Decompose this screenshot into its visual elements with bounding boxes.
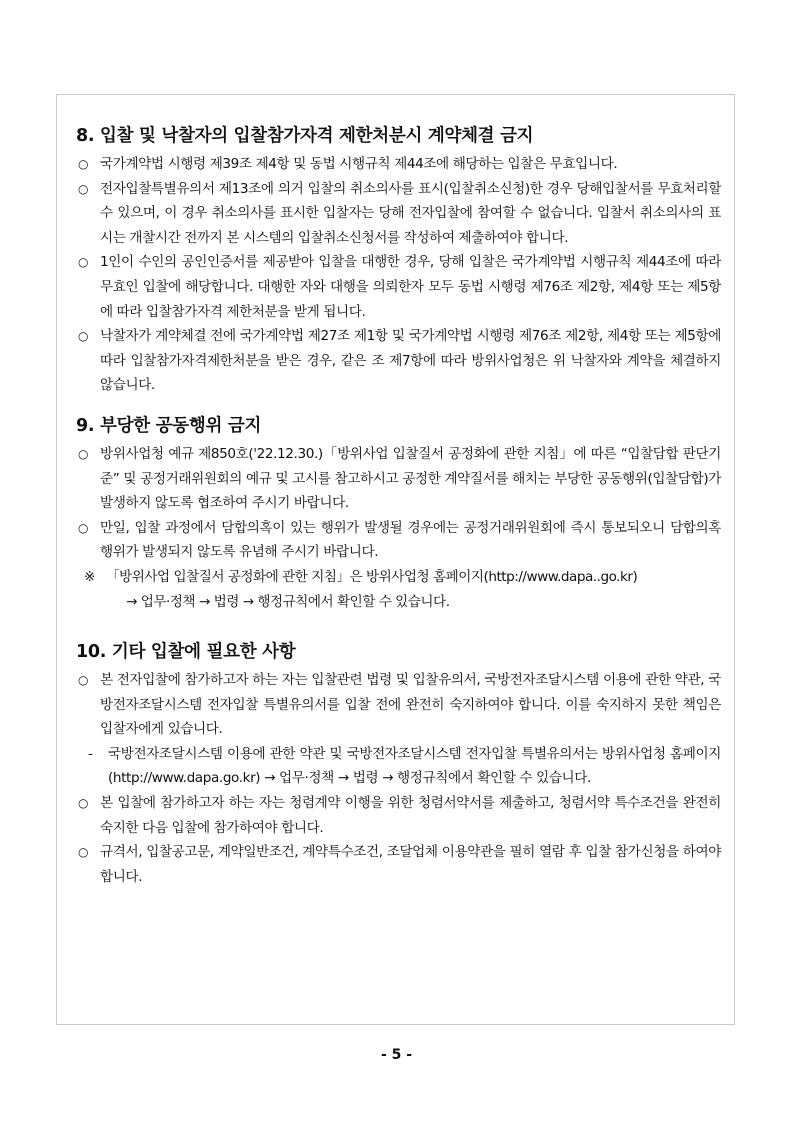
circle-bullet-icon: ○ bbox=[78, 329, 89, 344]
section-title-10: 10. 기타 입찰에 필요한 사항 bbox=[76, 642, 296, 663]
section-title-9: 9. 부당한 공동행위 금지 bbox=[76, 415, 262, 436]
list-item: ○ 본 입찰에 참가하고자 하는 자는 청렴계약 이행을 위한 청렴서약서를 제출하고, 청렴서약 특수조건을 완전히 숙지한 다음 입찰에 참가하여야 합니다. bbox=[76, 791, 721, 840]
circle-bullet-icon: ○ bbox=[78, 845, 89, 860]
circle-bullet-icon: ○ bbox=[78, 796, 89, 811]
section-title-8: 8. 입찰 및 낙찰자의 입찰참가자격 제한처분시 계약체결 금지 bbox=[76, 126, 534, 146]
circle-bullet-icon: ○ bbox=[78, 181, 89, 196]
list-item: ○ 낙찰자가 계약체결 전에 국가계약법 제27조 제1항 및 국가계약법 시행령 제76조 제2항, 제4항 또는 제5항에 따라 입찰참가자격제한처분을 받은 경우, 같은 조 제7항에 따라 방위사업청은 위 낙찰자와 계약을 체결하지 않습니다. bbox=[76, 324, 721, 398]
circle-bullet-icon: ○ bbox=[78, 255, 89, 270]
list-item: ○ 규격서, 입찰공고문, 계약일반조건, 계약특수조건, 조달업체 이용약관을 필히 열람 후 입찰 참가신청을 하여야 합니다. bbox=[76, 840, 721, 889]
circle-bullet-icon: ○ bbox=[78, 446, 89, 461]
document-body bbox=[76, 124, 721, 889]
circle-bullet-icon: ○ bbox=[78, 157, 89, 171]
list-item: ○ 방위사업청 예규 제850호('22.12.30.)「방위사업 입찰질서 공정화에 관한 지침」에 따른 “입찰담합 판단기준” 및 공정거래위원회의 예규 및 고시를 참고하시고 공정한 계약질서를 해치는 부당한 공동행위(입찰담합)가 발생하지 않도록 협조하여 주시기 바랍니다. bbox=[76, 442, 721, 516]
circle-bullet-icon: ○ bbox=[78, 673, 89, 688]
list-item: ○ 1인이 수인의 공인인증서를 제공받아 입찰을 대행한 경우, 당해 입찰은 국가계약법 시행규칙 제44조에 따라 무효인 입찰에 해당합니다. 대행한 자와 대행을 의뢰한자 모두 동법 시행령 제76조 제2항, 제4항 또는 제5항에 따라 입찰참가자격 제한처분을 받게 됩니다. bbox=[76, 250, 721, 324]
sub-list-item: - 국방전자조달시스템 이용에 관한 약관 및 국방전자조달시스템 전자입찰 특별유의서는 방위사업청 홈페이지(http://www.dapa.go.kr) → 업무·정책 → 법령 → 행정규칙에서 확인할 수 있습니다. bbox=[76, 742, 721, 791]
dash-bullet-icon: - bbox=[88, 745, 93, 762]
list-item: ○ 국가계약법 시행령 제39조 제4항 및 동법 시행규칙 제44조에 해당하는 입찰은 무효입니다. bbox=[76, 152, 721, 177]
page-number: - 5 - bbox=[380, 1047, 413, 1063]
list-item: ○ 본 전자입찰에 참가하고자 하는 자는 입찰관련 법령 및 입찰유의서, 국방전자조달시스템 이용에 관한 약관, 국방전자조달시스템 전자입찰 특별유의서를 입찰 전에 완전히 숙지하여야 합니다. 이를 숙지하지 못한 책임은 입찰자에게 있습니다. bbox=[76, 668, 721, 742]
list-item: ○ 만일, 입찰 과정에서 담합의혹이 있는 행위가 발생될 경우에는 공정거래위원회에 즉시 통보되오니 담합의혹 행위가 발생되지 않도록 유념해 주시기 바랍니다. bbox=[76, 516, 721, 565]
reference-mark-icon: ※ bbox=[84, 568, 95, 585]
circle-bullet-icon: ○ bbox=[78, 520, 89, 535]
reference-note: ※ 「방위사업 입찰질서 공정화에 관한 지침」은 방위사업청 홈페이지(http://www.dapa..go.kr) → 업무·정책 → 법령 → 행정규칙에서 확인할 수 있습니다. bbox=[76, 565, 721, 614]
list-item: ○ 전자입찰특별유의서 제13조에 의거 입찰의 취소의사를 표시(입찰취소신청)한 경우 당해입찰서를 무효처리할 수 있으며, 이 경우 취소의사를 표시한 입찰자는 당해 전자입찰에 참여할 수 없습니다. 입찰서 취소의사의 표시는 개찰시간 전까지 본 시스템의 입찰취소신청서를 작성하여 제출하여야 합니다. bbox=[76, 177, 721, 251]
